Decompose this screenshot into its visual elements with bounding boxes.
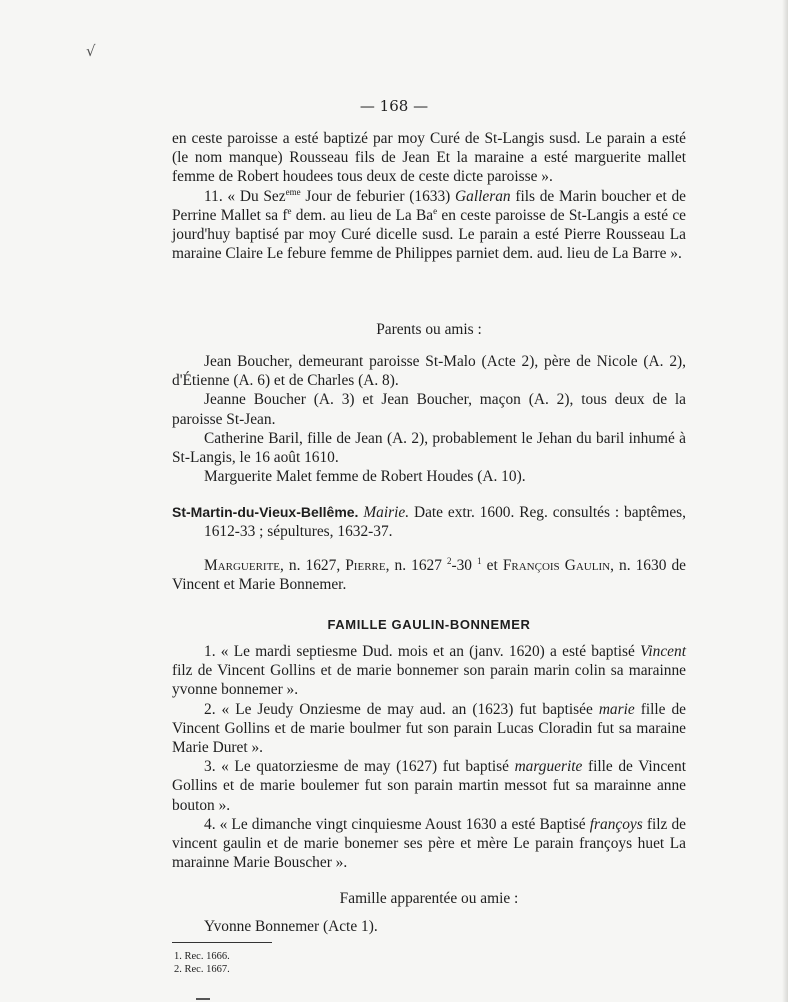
- parents-list: [172, 352, 686, 486]
- act-10-continuation: en ceste paroisse a esté baptizé par moy Curé de St-Langis susd. Le parain a esté (le nom manque) Rousseau fils de Jean Et la maraine a esté marguerite mallet femme de Robert houdees tous deux de ceste dicte paroisse ».: [172, 130, 686, 186]
- acts-list: [172, 642, 686, 872]
- page-number: — 168 —: [359, 97, 429, 115]
- parish-entry: St-Martin-du-Vieux-Bellême. Mairie. Date extr. 1600. Reg. consultés : baptêmes, 1612-33 ; sépultures, 1632-37.: [172, 504, 686, 541]
- parent-entry: Catherine Baril, fille de Jean (A. 2), probablement le Jehan du baril inhumé à St-Langis, le 16 août 1610.: [172, 429, 686, 467]
- footnote: 2. Rec. 1667.: [174, 964, 230, 975]
- section-heading-family: Famille apparentée ou amie :: [339, 890, 519, 907]
- act-3: 3. « Le quatorziesme de may (1627) fut baptisé marguerite fille de Vincent Gollins et de marie boulemer fut son parain martin messot fut sa marainne anne bouton ».: [172, 758, 686, 814]
- page-edge-shadow: [782, 0, 788, 1002]
- parent-entry: Jean Boucher, demeurant paroisse St-Malo (Acte 2), père de Nicole (A. 2), d'Étienne (A. 6) et de Charles (A. 8).: [172, 353, 686, 390]
- section-heading-parents: Parents ou amis :: [376, 321, 482, 338]
- act-continuation-block: [172, 129, 686, 263]
- footnote: 1. Rec. 1666.: [174, 951, 230, 962]
- parish-name: St-Martin-du-Vieux-Bellême.: [172, 504, 359, 520]
- family-entry: Yvonne Bonnemer (Acte 1).: [204, 918, 378, 935]
- footnote-rule: [172, 942, 272, 943]
- bottom-mark: [196, 998, 210, 1000]
- parent-entry: Jeanne Boucher (A. 3) et Jean Boucher, maçon (A. 2), tous deux de la paroisse St-Jean.: [172, 391, 686, 428]
- family-heading: FAMILLE GAULIN-BONNEMER: [327, 617, 531, 632]
- act-2: 2. « Le Jeudy Onziesme de may aud. an (1623) fut baptisée marie fille de Vincent Gollins et de marie boulmer fut son parain Lucas Cloradin fut sa maraine Marie Duret ».: [172, 700, 686, 757]
- act-11: 11. « Du Sez$^{eme}$ Jour de feburier (1633) Galleran fils de Marin boucher et de Perrine Mallet sa $f^e$ dem. au lieu de La Ba$^e$ en ceste paroisse de St-Langis a esté ce jourd'huy baptisé par moy Curé dicelle susd. Le parain a esté Pierre Rousseau La maraine Claire Le febure femme de Philippes parniet dem. aud. lieu de La Barre ».: [172, 186, 687, 263]
- act-1: 1. « Le mardi septiesme Dud. mois et an (janv. 1620) a esté baptisé Vincent filz de Vincent Gollins et de marie bonnemer son parain marin colin sa marainne yvonne bonnemer ».: [172, 643, 686, 699]
- mairie-label: Mairie.: [363, 504, 410, 521]
- parent-entry: Marguerite Malet femme de Robert Houdes (A. 10).: [204, 468, 526, 486]
- footnotes: [174, 950, 230, 976]
- children-summary: Marguerite, n. 1627, Pierre, n. 1627 $^2$-30 $^1$ et François Gaulin, n. 1630 de Vincent et Marie Bonnemer.: [172, 556, 686, 594]
- family-list: [172, 917, 686, 936]
- baptized-name: Galleran: [455, 187, 511, 205]
- margin-mark: √: [86, 42, 96, 60]
- act-4: 4. « Le dimanche vingt cinquiesme Aoust 1630 a esté Baptisé françoys filz de vincent gaulin et de marie bonemer ses père et mère Le parain françoys huet La marainne Marie Bouscher ».: [172, 815, 686, 872]
